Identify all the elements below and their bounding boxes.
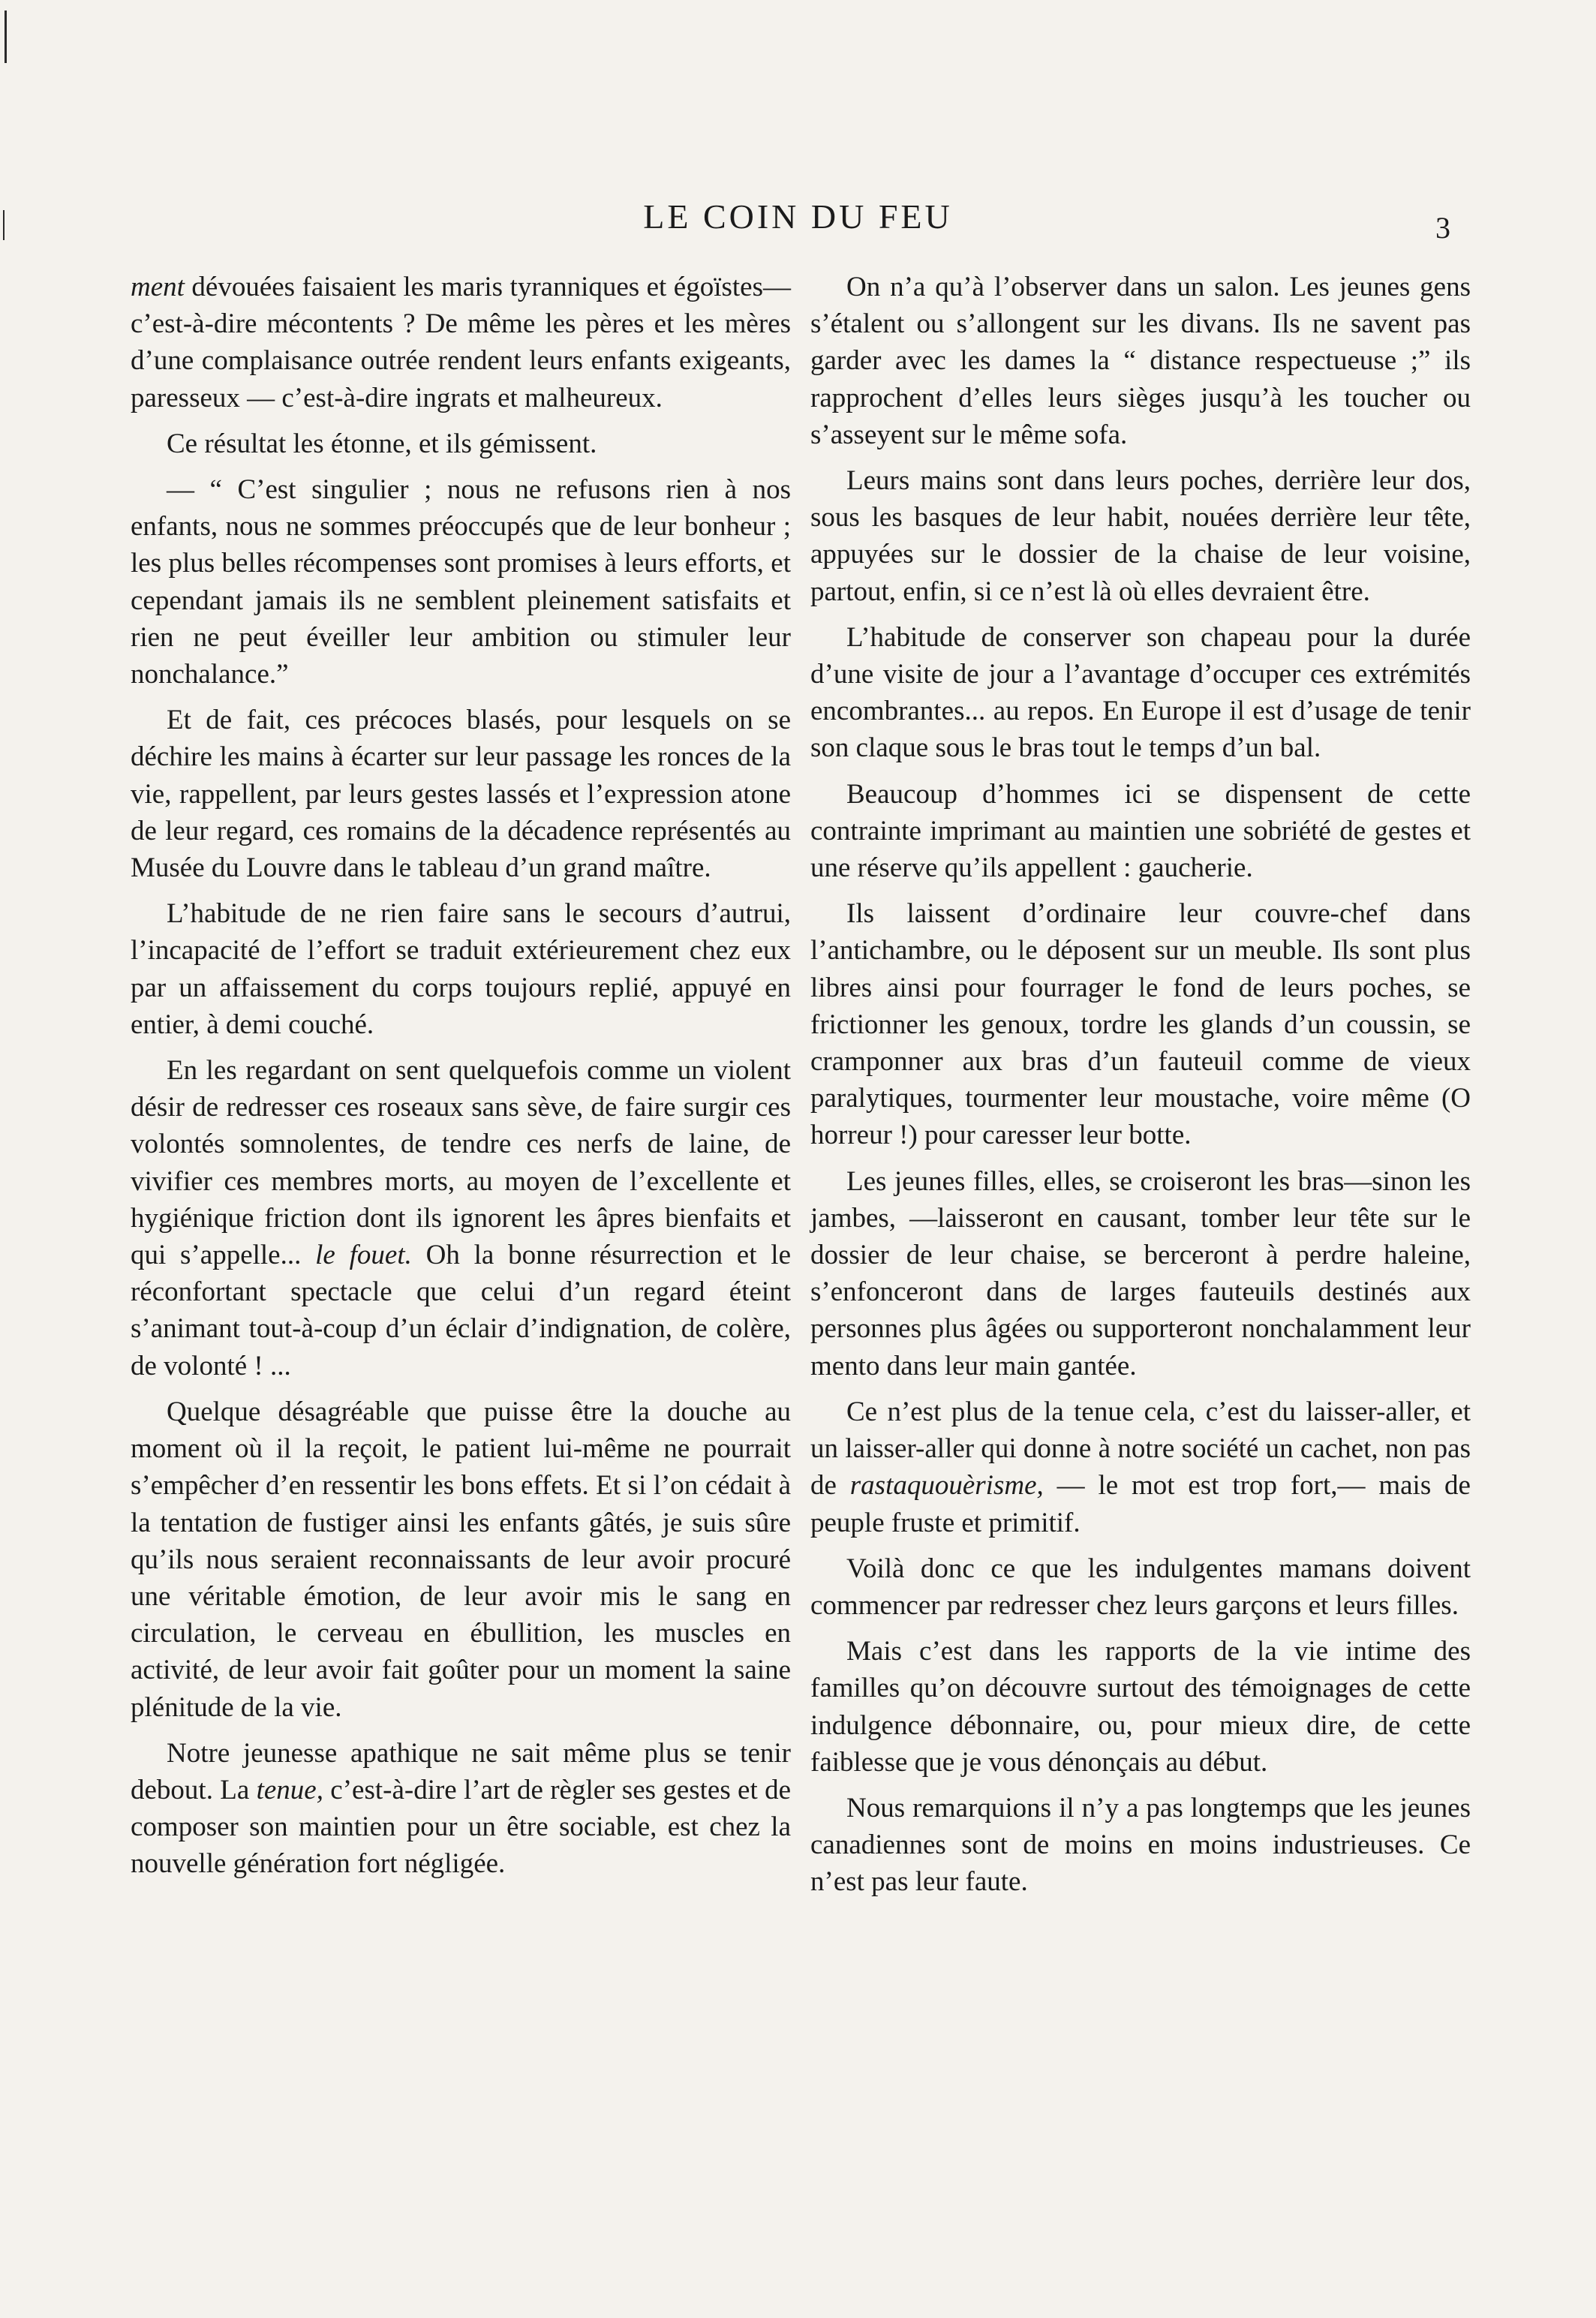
paragraph — [131, 269, 791, 416]
italic-phrase: le fouet. — [315, 1240, 412, 1271]
left-column — [131, 269, 791, 1892]
paragraph-text: dévouées faisaient les maris tyranniques et égoïstes—c’est-à-dire mécontents ? De même les pères et les mères d’une complaisance outrée rendent leurs enfants exigeants, paresseux — c’est-à-dire ingrats et malheureux. — [131, 272, 791, 413]
right-column — [810, 269, 1471, 1910]
paragraph — [131, 1052, 791, 1384]
paragraph: Ce résultat les étonne, et ils gémissent. — [167, 428, 597, 459]
paragraph-text: — le mot est trop fort,— mais de peuple fruste et primitif. — [810, 1470, 1471, 1538]
paragraph-text: En les regardant on sent quelquefois comme un violent désir de redresser ces roseaux sans sève, de faire surgir ces volontés somnolentes, de tendre ces nerfs de laine, de vivifier ces membres morts, au moyen de l’excellente et hygiénique friction dont ils ignorent les âpres bienfaits et qui s’appelle... — [131, 1055, 791, 1271]
italic-word: ment — [131, 272, 185, 302]
paragraph: Beaucoup d’hommes ici se dispensent de cette contrainte imprimant au maintien une sobriété de gestes et une réserve qu’ils appellent : gaucherie. — [810, 778, 1471, 884]
paragraph: On n’a qu’à l’observer dans un salon. Les jeunes gens s’étalent ou s’allongent sur les divans. Ils ne savent pas garder avec les dames la “ distance respectueuse ;” ils rapprochent d’elles leurs sièges jusqu’à les toucher ou s’asseyent sur le même sofa. — [810, 272, 1471, 450]
paragraph: Nous remarquions il n’y a pas longtemps que les jeunes canadiennes sont de moins en moins industrieuses. Ce n’est pas leur faute. — [810, 1792, 1471, 1898]
paragraph-text: Notre jeunesse apathique ne sait même plus se tenir debout. La — [131, 1737, 791, 1805]
paragraph: L’habitude de ne rien faire sans le secours d’autrui, l’incapacité de l’effort se traduit extérieurement chez eux par un affaissement du corps toujours replié, appuyé en entier, à demi couché. — [131, 898, 791, 1040]
paragraph-text: c’est-à-dire l’art de règler ses gestes et de composer son maintien pour un être sociable, est chez la nouvelle génération fort négligée. — [131, 1774, 791, 1880]
paragraph: L’habitude de conserver son chapeau pour la durée d’une visite de jour a l’avantage d’occuper ces extrémités encombrantes... au repos. En Europe il est d’usage de tenir son claque sous le bras tout le temps d’un bal. — [810, 621, 1471, 764]
paragraph: — “ C’est singulier ; nous ne refusons rien à nos enfants, nous ne sommes préoccupés que de leur bonheur ; les plus belles récompenses sont promises à leurs efforts, et cependant jamais ils ne semblent pleinement satisfaits et rien ne peut éveiller leur ambition ou stimuler leur nonchalance.” — [131, 474, 791, 690]
paragraph-text: Ce n’est plus de la tenue cela, c’est du laisser-aller, et un laisser-aller qui donne à notre société un cachet, non pas de — [810, 1396, 1471, 1502]
paragraph: Voilà donc ce que les indulgentes mamans doivent commencer par redresser chez leurs garçons et leurs filles. — [810, 1553, 1471, 1621]
paragraph: Mais c’est dans les rapports de la vie intime des familles qu’on découvre surtout des témoignages de cette indulgence débonnaire, ou, pour mieux dire, de cette faiblesse que je vous dénonçais au début. — [810, 1636, 1471, 1778]
page-header-title: LE COIN DU FEU — [643, 197, 953, 236]
paragraph: Quelque désagréable que puisse être la douche au moment où il la reçoit, le patient lui-même ne pourrait s’empêcher d’en ressentir les bons effets. Et si l’on cédait à la tentation de fustiger ainsi les enfants gâtés, je suis sûre qu’ils nous seraient reconnaissants de leur avoir procuré une véritable émotion, de leur avoir mis le sang en circulation, le cerveau en ébullition, les muscles en activité, de leur avoir fait goûter pour un moment la saine plénitude de la vie. — [131, 1396, 791, 1723]
italic-word: tenue, — [256, 1774, 323, 1805]
page-number: 3 — [1435, 211, 1450, 245]
paragraph: Et de fait, ces précoces blasés, pour lesquels on se déchire les mains à écarter sur leur passage les ronces de la vie, rappellent, par leurs gestes lassés et l’expression atone de leur regard, ces romains de la décadence représentés au Musée du Louvre dans le tableau d’un grand maître. — [131, 705, 791, 884]
paragraph: Ils laissent d’ordinaire leur couvre-chef dans l’antichambre, ou le déposent sur un meuble. Ils sont plus libres ainsi pour fourrager le fond de leurs poches, se frictionner les genoux, tordre les glands d’un coussin, se cramponner aux bras d’un fauteuil comme de vieux paralytiques, tourmenter leur moustache, voire même (O horreur !) pour caresser leur botte. — [810, 898, 1471, 1151]
paragraph — [810, 1394, 1471, 1541]
paragraph-text: Oh la bonne résurrection et le réconfortant spectacle que celui d’un regard éteint s’animant tout-à-coup d’un éclair d’indignation, de colère, de volonté ! ... — [131, 1240, 791, 1381]
paragraph: Leurs mains sont dans leurs poches, derrière leur dos, sous les basques de leur habit, nouées derrière leur tête, appuyées sur le dossier de la chaise de leur voisine, partout, enfin, si ce n’est là où elles devraient être. — [810, 465, 1471, 607]
italic-word: rastaquouèrisme, — [849, 1470, 1044, 1502]
binding-mark — [5, 11, 7, 63]
paragraph: Les jeunes filles, elles, se croiseront les bras—sinon les jambes, —laisseront en causant, tomber leur tête sur le dossier de leur chaise, se berceront à perdre haleine, s’enfonceront dans de larges fauteuils destinés aux personnes plus âgées ou supporteront nonchalamment leur mento dans leur main gantée. — [810, 1165, 1471, 1381]
paragraph — [131, 1735, 791, 1883]
